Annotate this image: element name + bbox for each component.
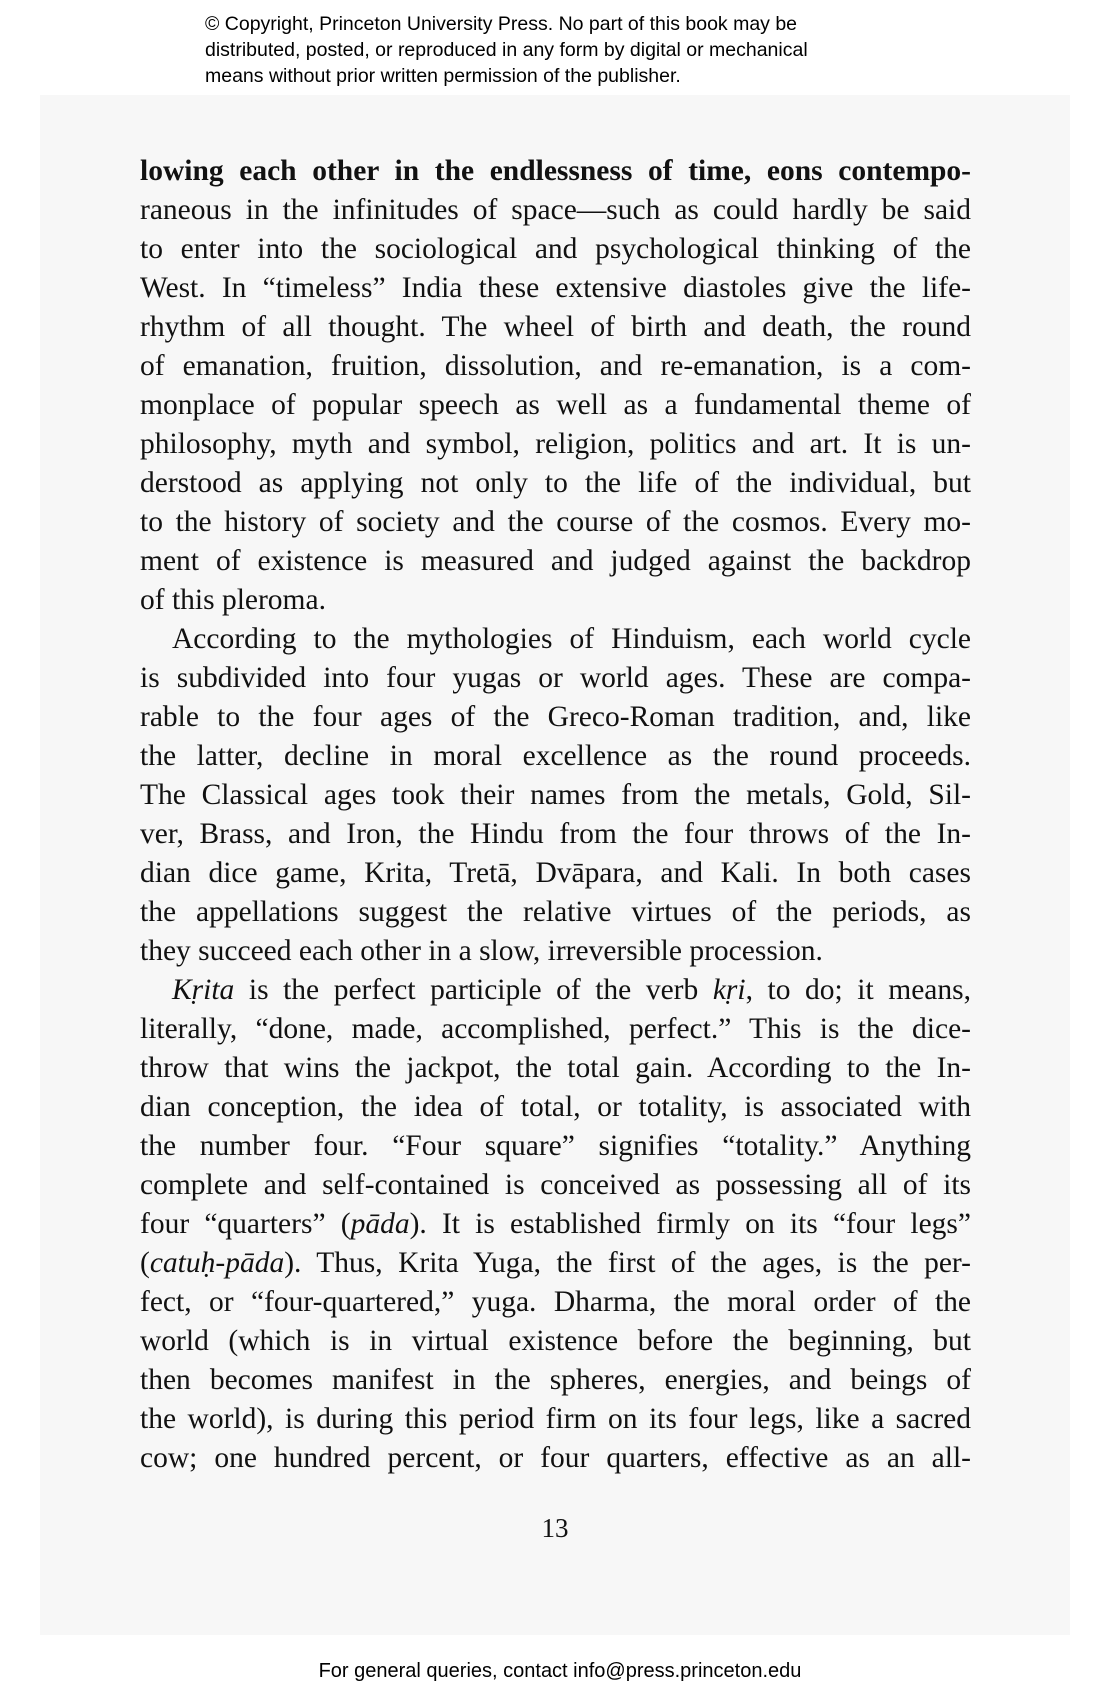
book-page-text: [140, 152, 971, 1478]
text-line: According to the mythologies of Hinduism, each world cycle: [172, 623, 971, 655]
text-line: dian conception, the idea of total, or totality, is associated with: [140, 1091, 971, 1123]
text-line: cow; one hundred percent, or four quarters, effective as an all-: [140, 1442, 971, 1474]
text-line: ment of existence is measured and judged against the backdrop: [140, 545, 971, 577]
text-line: rable to the four ages of the Greco-Roman tradition, and, like: [140, 701, 971, 733]
text-line: literally, “done, made, accomplished, perfect.” This is the dice-: [140, 1013, 971, 1045]
text-line: rhythm of all thought. The wheel of birth and death, the round: [140, 311, 971, 343]
text-line: the appellations suggest the relative virtues of the periods, as: [140, 896, 971, 928]
text-segment: (: [140, 1247, 150, 1279]
paragraph-krita: [140, 971, 971, 1478]
text-line: to the history of society and the course of the cosmos. Every mo-: [140, 506, 971, 538]
text-line: fect, or “four-quartered,” yuga. Dharma, the moral order of the: [140, 1286, 971, 1318]
text-segment: is the perfect participle of the verb: [234, 974, 713, 1006]
text-line: The Classical ages took their names from the metals, Gold, Sil-: [140, 779, 971, 811]
italic-term: pāda: [350, 1208, 410, 1240]
text-line: West. In “timeless” India these extensive diastoles give the life-: [140, 272, 971, 304]
text-line: the world), is during this period firm on its four legs, like a sacred: [140, 1403, 971, 1435]
text-line: lowing each other in the endlessness of time, eons contempo-: [140, 155, 971, 187]
text-line: to enter into the sociological and psychological thinking of the: [140, 233, 971, 265]
text-segment: ). It is established firmly on its “four legs”: [409, 1208, 972, 1240]
text-line: dian dice game, Krita, Tretā, Dvāpara, and Kali. In both cases: [140, 857, 971, 889]
italic-term: catuḥ-pāda: [149, 1247, 285, 1279]
copyright-line: © Copyright, Princeton University Press. No part of this book may be: [205, 13, 798, 35]
text-line: of emanation, fruition, dissolution, and re-emanation, is a com-: [140, 350, 971, 382]
text-segment: ). Thus, Krita Yuga, the first of the ages, is the per-: [284, 1247, 971, 1279]
text-line: philosophy, myth and symbol, religion, politics and art. It is un-: [140, 428, 971, 460]
text-line: ver, Brass, and Iron, the Hindu from the four throws of the In-: [140, 818, 971, 850]
text-line: then becomes manifest in the spheres, energies, and beings of: [140, 1364, 971, 1396]
text-line: derstood as applying not only to the life of the individual, but: [140, 467, 971, 499]
page-number: 13: [541, 1513, 569, 1543]
text-segment: , to do; it means,: [745, 974, 971, 1006]
text-line: raneous in the infinitudes of space—such as could hardly be said: [140, 194, 971, 226]
text-line: of this pleroma.: [140, 584, 326, 616]
text-line: the latter, decline in moral excellence as the round proceeds.: [140, 740, 971, 772]
copyright-line: distributed, posted, or reproduced in any form by digital or mechanical: [205, 39, 808, 61]
text-segment: four “quarters” (: [140, 1208, 351, 1240]
paragraph-continued: [140, 152, 971, 620]
text-line: is subdivided into four yugas or world ages. These are compa-: [140, 662, 971, 694]
text-line: [140, 971, 971, 1010]
text-line: they succeed each other in a slow, irreversible procession.: [140, 935, 823, 967]
italic-term: kṛi: [712, 974, 746, 1006]
copyright-notice: [205, 11, 965, 89]
paragraph-yugas: [140, 620, 971, 971]
text-line: monplace of popular speech as well as a fundamental theme of: [140, 389, 971, 421]
text-line: complete and self-contained is conceived as possessing all of its: [140, 1169, 971, 1201]
text-line: [140, 1205, 971, 1244]
italic-term: Kṛita: [172, 974, 235, 1006]
contact-footer: For general queries, contact info@press.princeton.edu: [318, 1660, 802, 1682]
copyright-line: means without prior written permission of the publisher.: [205, 65, 681, 87]
text-line: [140, 1244, 971, 1283]
text-line: world (which is in virtual existence before the beginning, but: [140, 1325, 971, 1357]
text-line: throw that wins the jackpot, the total gain. According to the In-: [140, 1052, 971, 1084]
text-line: the number four. “Four square” signifies “totality.” Anything: [140, 1130, 971, 1162]
